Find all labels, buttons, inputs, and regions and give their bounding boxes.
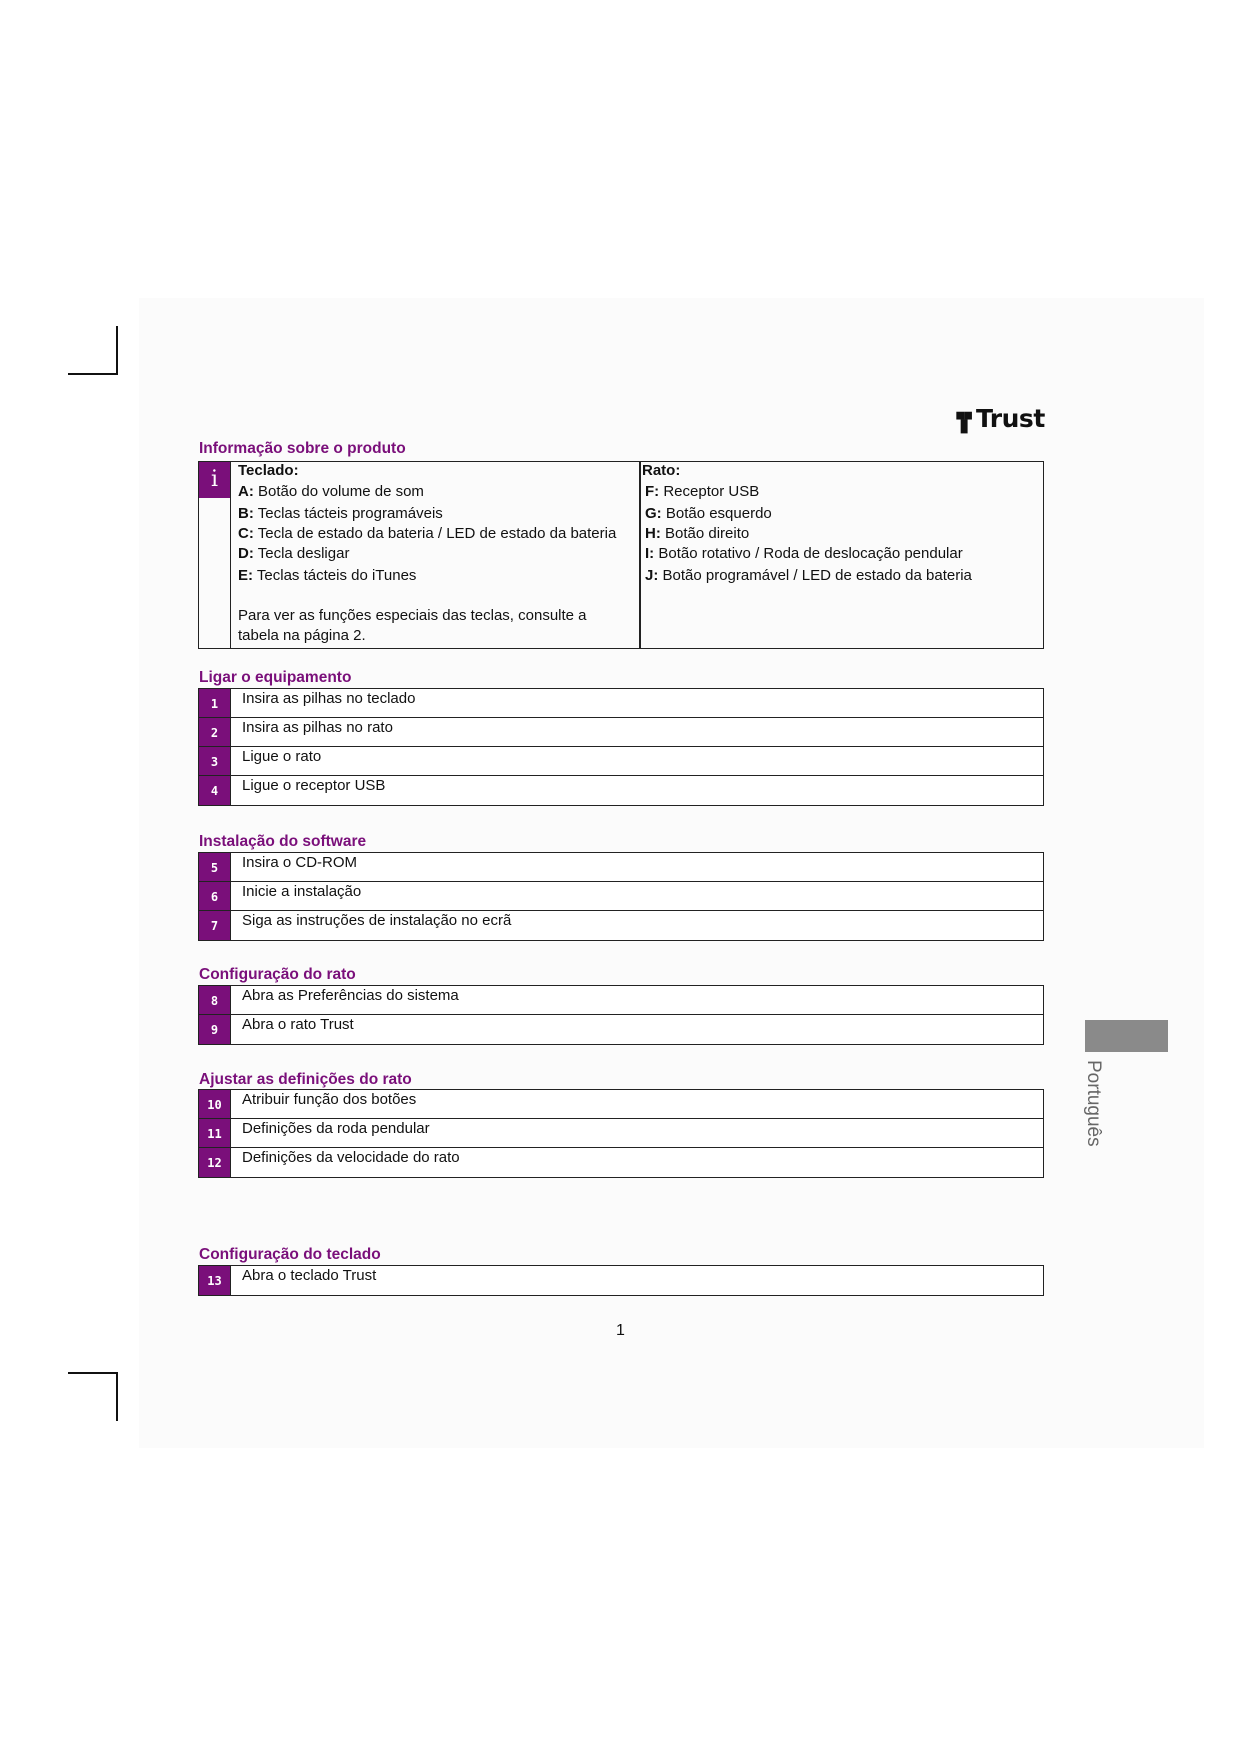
- step-number: 6: [199, 882, 231, 910]
- step-number: 10: [199, 1090, 231, 1118]
- steps-software: [198, 852, 1044, 941]
- step-row: [199, 1119, 1043, 1148]
- section-title-mouse-settings: Ajustar as definições do rato: [199, 1071, 412, 1088]
- page-number: 1: [616, 1322, 625, 1339]
- mouse-item: F: Receptor USB: [645, 483, 760, 500]
- step-text: Insira o CD-ROM: [242, 854, 358, 871]
- step-text: Definições da velocidade do rato: [242, 1149, 460, 1166]
- step-row: [199, 1148, 1043, 1177]
- keyboard-item: E: Teclas tácteis do iTunes: [238, 567, 417, 584]
- step-row: [199, 853, 1043, 882]
- mouse-item: G: Botão esquerdo: [645, 505, 772, 522]
- step-text: Insira as pilhas no rato: [242, 719, 393, 736]
- keyboard-note: tabela na página 2.: [238, 627, 366, 644]
- keyboard-item: C: Tecla de estado da bateria / LED de estado da bateria: [238, 525, 617, 542]
- crop-mark-tl-v: [116, 326, 118, 375]
- section-title-connect: Ligar o equipamento: [199, 669, 352, 686]
- keyboard-item: D: Tecla desligar: [238, 545, 350, 562]
- step-row: [199, 1090, 1043, 1119]
- step-number: 9: [199, 1015, 231, 1044]
- step-row: [199, 1015, 1043, 1044]
- crop-mark-bl-h: [68, 1372, 118, 1374]
- step-number: 3: [199, 747, 231, 775]
- crop-mark-bl-v: [116, 1372, 118, 1421]
- step-number: 11: [199, 1119, 231, 1147]
- step-text: Atribuir função dos botões: [242, 1091, 417, 1108]
- info-icon: i: [199, 462, 230, 498]
- info-divider: [639, 462, 641, 648]
- step-text: Inicie a instalação: [242, 883, 362, 900]
- step-row: [199, 986, 1043, 1015]
- steps-mouse-config: [198, 985, 1044, 1045]
- step-text: Abra o rato Trust: [242, 1016, 354, 1033]
- step-number: 2: [199, 718, 231, 746]
- crop-mark-tl-h: [68, 373, 118, 375]
- language-tab-bar: [1085, 1020, 1168, 1052]
- keyboard-heading: Teclado:: [238, 462, 299, 479]
- trust-logo-icon: [956, 410, 974, 436]
- keyboard-item: B: Teclas tácteis programáveis: [238, 505, 443, 522]
- section-title-software: Instalação do software: [199, 833, 367, 850]
- step-number: 12: [199, 1148, 231, 1177]
- mouse-item: I: Botão rotativo / Roda de deslocação pendular: [645, 545, 963, 562]
- step-text: Insira as pilhas no teclado: [242, 690, 416, 707]
- steps-mouse-settings: [198, 1089, 1044, 1178]
- step-text: Ligue o rato: [242, 748, 322, 765]
- mouse-item: J: Botão programável / LED de estado da bateria: [645, 567, 972, 584]
- mouse-heading: Rato:: [642, 462, 681, 479]
- mouse-item: H: Botão direito: [645, 525, 750, 542]
- step-number: 5: [199, 853, 231, 881]
- keyboard-note: Para ver as funções especiais das teclas, consulte a: [238, 607, 587, 624]
- language-tab-label: Português: [1083, 1060, 1104, 1147]
- step-text: Siga as instruções de instalação no ecrã: [242, 912, 512, 929]
- step-row: [199, 776, 1043, 805]
- section-title-keyboard-config: Configuração do teclado: [199, 1246, 381, 1263]
- steps-keyboard-config: [198, 1265, 1044, 1296]
- product-info-box: [198, 461, 1044, 649]
- step-number: 1: [199, 689, 231, 717]
- step-row: [199, 882, 1043, 911]
- steps-connect: [198, 688, 1044, 806]
- keyboard-item: A: Botão do volume de som: [238, 483, 424, 500]
- step-row: [199, 1266, 1043, 1295]
- step-text: Abra as Preferências do sistema: [242, 987, 459, 1004]
- step-text: Ligue o receptor USB: [242, 777, 386, 794]
- step-row: [199, 718, 1043, 747]
- product-info-title: Informação sobre o produto: [199, 440, 406, 457]
- info-column: [199, 462, 231, 648]
- step-text: Definições da roda pendular: [242, 1120, 430, 1137]
- step-number: 7: [199, 911, 231, 940]
- brand-logo: Trust: [976, 404, 1045, 433]
- step-text: Abra o teclado Trust: [242, 1267, 377, 1284]
- step-row: [199, 747, 1043, 776]
- section-title-mouse-config: Configuração do rato: [199, 966, 356, 983]
- step-row: [199, 689, 1043, 718]
- step-row: [199, 911, 1043, 940]
- step-number: 8: [199, 986, 231, 1014]
- step-number: 13: [199, 1266, 231, 1295]
- step-number: 4: [199, 776, 231, 805]
